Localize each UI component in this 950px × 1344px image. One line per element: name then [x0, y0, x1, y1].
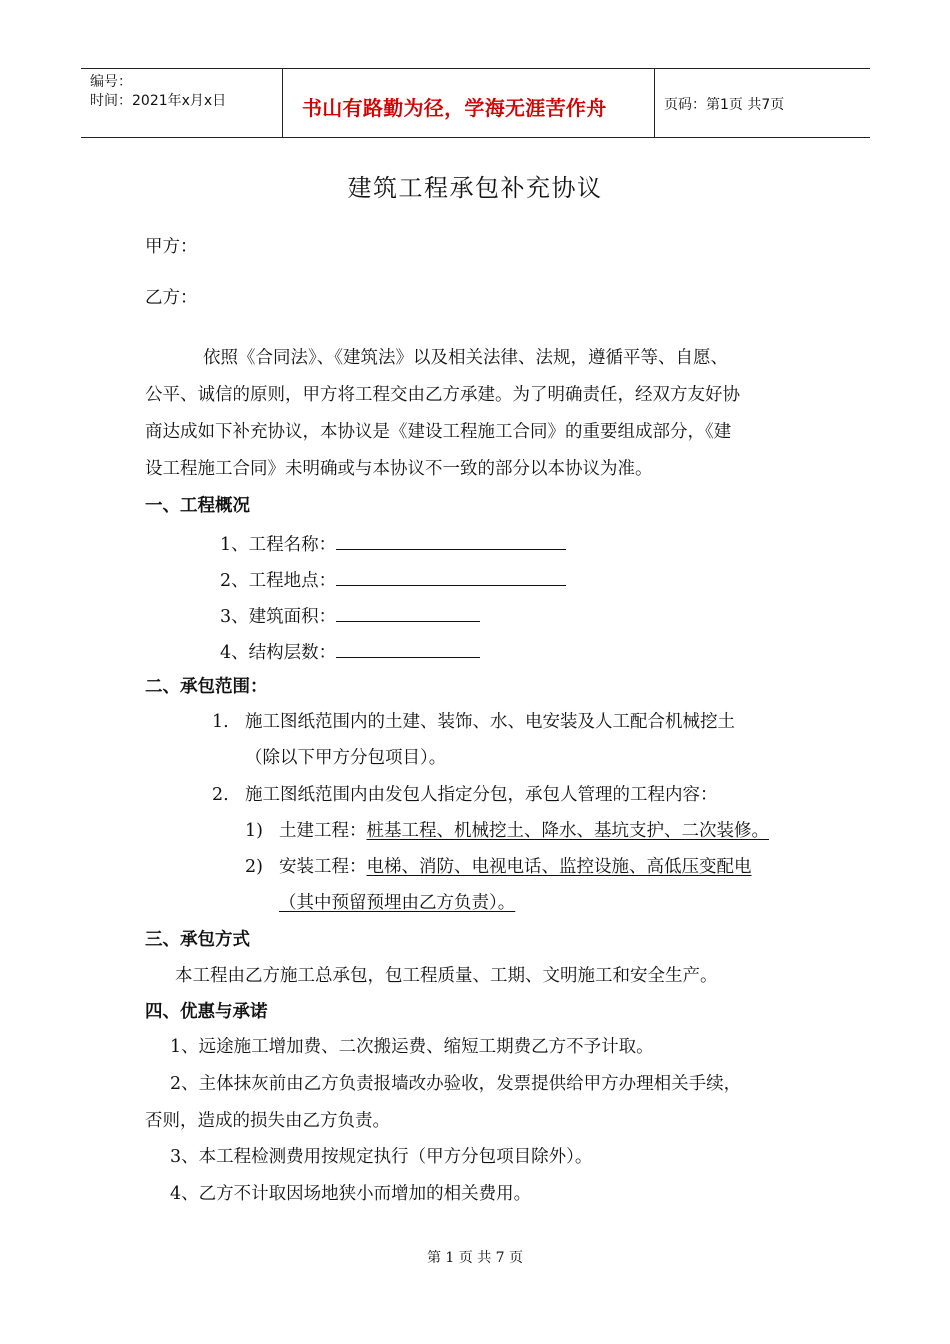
commitment-item: 2、主体抹灰前由乙方负责报墙改办验收，发票提供给甲方办理相关手续，: [170, 1074, 742, 1094]
header-number-label: 编号：: [90, 74, 132, 90]
scope-item-number: 1.: [212, 712, 229, 732]
header-page-info: 页码：第1页 共7页: [664, 97, 785, 113]
intro-line: 设工程施工合同》未明确或与本协议不一致的部分以本协议为准。: [145, 459, 653, 479]
overview-item: [220, 531, 566, 556]
party-a-label: 甲方：: [145, 237, 198, 257]
header-divider: [654, 69, 655, 137]
section-heading: 三、承包方式: [145, 930, 250, 950]
overview-item-label: 4、结构层数：: [220, 643, 337, 663]
intro-line: 商达成如下补充协议，本协议是《建设工程施工合同》的重要组成部分，《建: [145, 422, 732, 442]
party-b-label: 乙方：: [145, 288, 198, 308]
commitment-item: 4、乙方不计取因场地狭小而增加的相关费用。: [170, 1184, 532, 1204]
sub-item-number: 2): [245, 857, 263, 877]
sub-item: [279, 856, 752, 878]
commitment-item: 1、远途施工增加费、二次搬运费、缩短工期费乙方不予计取。: [170, 1037, 654, 1057]
header-motto: 书山有路勤为径，学海无涯苦作舟: [302, 96, 607, 120]
section-heading: 一、工程概况: [145, 496, 250, 516]
paragraph: 本工程由乙方施工总承包，包工程质量、工期、文明施工和安全生产。: [175, 966, 718, 986]
overview-item-label: 2、工程地点：: [220, 571, 337, 591]
section-heading: 二、承包范围：: [145, 677, 268, 697]
commitment-item: 3、本工程检测费用按规定执行（甲方分包项目除外）。: [170, 1147, 593, 1167]
scope-item-text: 施工图纸范围内由发包人指定分包，承包人管理的工程内容：: [245, 785, 718, 805]
scope-item-text: （除以下甲方分包项目）。: [245, 748, 447, 768]
intro-line: 公平、诚信的原则，甲方将工程交由乙方承建。为了明确责任，经双方友好协: [145, 385, 740, 405]
overview-item-label: 1、工程名称：: [220, 535, 337, 555]
page-footer: 第 1 页 共 7 页: [426, 1250, 524, 1266]
fill-in-blank: [336, 639, 480, 658]
scope-item-text: 施工图纸范围内的土建、装饰、水、电安装及人工配合机械挖土: [245, 712, 735, 732]
sub-item-value: 电梯、消防、电视电话、监控设施、高低压变配电: [366, 857, 752, 877]
fill-in-blank: [336, 567, 566, 586]
overview-item: [220, 603, 480, 628]
sub-item: [279, 820, 769, 842]
fill-in-blank: [336, 531, 566, 550]
overview-item: [220, 639, 480, 664]
document-title: 建筑工程承包补充协议: [347, 174, 603, 202]
sub-item-value: （其中预留预埋由乙方负责）。: [279, 893, 516, 913]
overview-item: [220, 567, 566, 592]
intro-line: 依照《合同法》、《建筑法》以及相关法律、法规，遵循平等、自愿、: [203, 348, 728, 368]
sub-item-label: 土建工程：: [279, 821, 367, 841]
sub-item-label: 安装工程：: [279, 857, 367, 877]
scope-item-number: 2.: [212, 785, 229, 805]
header-divider: [282, 69, 283, 137]
section-heading: 四、优惠与承诺: [145, 1002, 268, 1022]
header-time-label: 时间：2021年x月x日: [90, 93, 227, 109]
sub-item-value: 桩基工程、机械挖土、降水、基坑支护、二次装修。: [366, 821, 769, 841]
fill-in-blank: [336, 603, 480, 622]
commitment-item: 否则，造成的损失由乙方负责。: [145, 1111, 390, 1131]
sub-item-number: 1): [245, 821, 263, 841]
overview-item-label: 3、建筑面积：: [220, 607, 337, 627]
